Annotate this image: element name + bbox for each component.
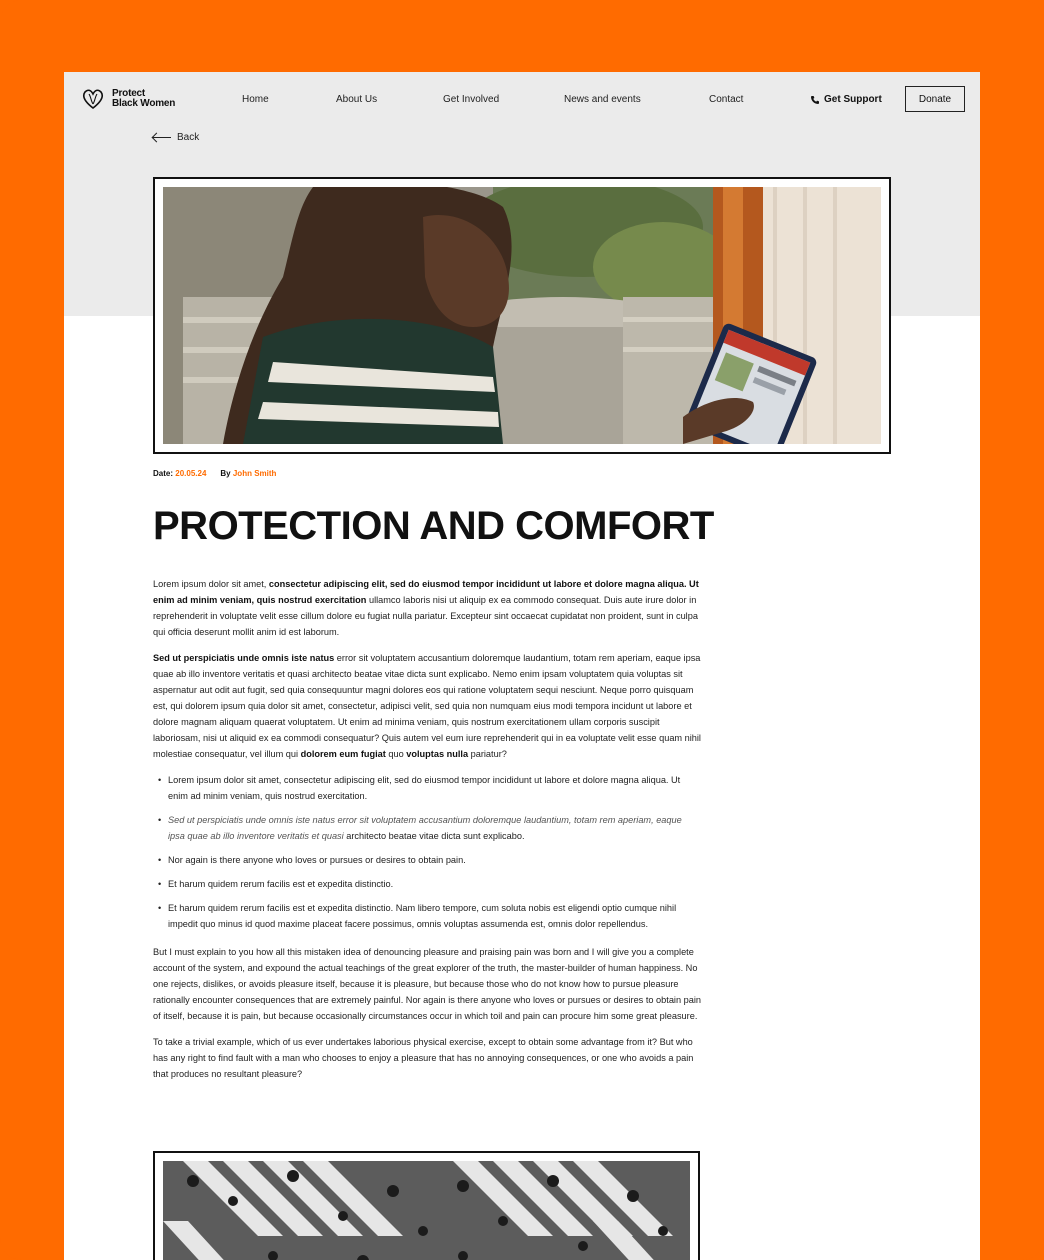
author-link[interactable]: John Smith	[232, 469, 277, 478]
list-item-rest: architecto beatae vitae dicta sunt explicabo.	[343, 831, 525, 841]
nav-home[interactable]: Home	[242, 94, 269, 105]
brand-logo[interactable]	[80, 86, 175, 112]
p2-bold-a: Sed ut perspiciatis unde omnis iste natus	[153, 653, 335, 663]
p2-text-d: quo	[385, 749, 407, 759]
p2-bold-c: dolorem eum fugiat	[300, 749, 386, 759]
article-body	[153, 576, 701, 1092]
crosswalk-image-frame	[153, 1151, 700, 1260]
nav-about-us[interactable]: About Us	[336, 94, 378, 105]
p1-bold: consectetur adipiscing elit, sed do eiusmod tempor incididunt ut labore et dolore magna aliqua. Ut enim ad minim veniam, quis nostrud exercitation	[153, 579, 699, 605]
list-item: • Nor again is there anyone who loves or pursues or desires to obtain pain.	[153, 852, 701, 868]
nav-contact[interactable]: Contact	[709, 94, 744, 105]
nav-get-involved[interactable]: Get Involved	[443, 94, 500, 105]
article-title: PROTECTION AND COMFORT	[153, 504, 714, 548]
list-item: • Et harum quidem rerum facilis est et expedita distinctio.	[153, 876, 701, 892]
p2-text-f: pariatur?	[468, 749, 507, 759]
p2-text-b: error sit voluptatem accusantium doloremque laudantium, totam rem aperiam, eaque ipsa quae ab illo inventore veritatis et quasi architecto beatae vitae dicta sunt explicabo. Nemo enim ipsam voluptatem quia voluptas sit aspernatur aut odit aut fugit, sed quia consequuntur magni dolores eos qui ratione voluptatem sequi nesciunt. Neque porro quisquam est, qui dolorem ipsum quia dolor sit amet, consectetur, adipisci velit, sed quia non numquam eius modi tempora incidunt ut labore et dolore magnam aliquam quaerat voluptatem. Ut enim ad minima veniam, quis nostrum exercitationem ullam corporis suscipit laboriosam, nisi ut aliquid ex ea commodi consequatur? Quis autem vel eum iure reprehenderit qui in ea voluptate velit esse quam nihil molestiae consequatur, vel illum qui	[153, 653, 701, 759]
bullet-list	[153, 772, 701, 932]
paragraph-3: But I must explain to you how all this mistaken idea of denouncing pleasure and praising pain was born and I will give you a complete account of the system, and expound the actual teachings of the great explorer of the truth, the master-builder of human happiness. No one rejects, dislikes, or avoids pleasure itself, because it is pleasure, but because those who do not know how to pursue pleasure rationally encounter consequences that are extremely painful. Nor again is there anyone who loves or pursues or desires to obtain pain of itself, because it is pain, but because occasionally circumstances occur in which toil and pain can procure him some great pleasure.	[153, 947, 701, 1021]
list-item: • Lorem ipsum dolor sit amet, consectetur adipiscing elit, sed do eiusmod tempor incididunt ut labore et dolore magna aliqua. Ut enim ad minim veniam, quis nostrud exercitation.	[153, 772, 701, 804]
by-label: By	[220, 469, 231, 478]
back-label: Back	[177, 132, 200, 143]
get-support-label: Get Support	[824, 94, 882, 105]
paragraph-1	[153, 576, 701, 640]
author-info	[220, 469, 276, 478]
crosswalk-photo	[163, 1161, 690, 1260]
heart-logo-icon	[80, 86, 106, 112]
brand-name	[112, 89, 175, 109]
hero-image-frame	[153, 177, 891, 454]
p1-text-a: Lorem ipsum dolor sit amet,	[153, 579, 269, 589]
date-info	[153, 469, 206, 478]
list-item: • Et harum quidem rerum facilis est et expedita distinctio. Nam libero tempore, cum soluta nobis est eligendi optio cumque nihil impedit quo minus id quod maxime placeat facere possimus, omnis voluptas assumenda est, omnis dolor repellendus.	[153, 900, 701, 932]
article-meta	[153, 469, 276, 478]
p2-bold-e: voluptas nulla	[406, 749, 469, 759]
page	[64, 72, 980, 1260]
crowd-crosswalk-photo	[163, 1161, 690, 1260]
paragraph-2	[153, 650, 701, 762]
donate-button[interactable]: Donate	[905, 86, 965, 112]
back-link[interactable]	[153, 132, 199, 143]
paragraph-4: To take a trivial example, which of us ever undertakes laborious physical exercise, except to obtain some advantage from it? But who has any right to find fault with a man who chooses to enjoy a pleasure that has no annoying consequences, or one who avoids a pain that produces no resultant pleasure?	[153, 1037, 694, 1079]
date-value: 20.05.24	[175, 469, 207, 478]
phone-icon	[810, 95, 820, 105]
date-label: Date:	[153, 469, 174, 478]
hero-photo	[163, 187, 881, 444]
nav-news-and-events[interactable]: News and events	[564, 94, 641, 105]
woman-with-tablet-photo	[163, 187, 881, 444]
arrow-left-icon	[153, 137, 171, 138]
top-nav	[64, 72, 980, 128]
p1-text-c: ullamco laboris nisi ut aliquip ex ea commodo consequat. Duis aute irure dolor in reprehenderit in voluptate velit esse cillum dolore eu fugiat nulla pariatur. Excepteur sint occaecat cupidatat non proident, sunt in culpa qui officia deserunt mollit anim id est laborum.	[153, 595, 698, 637]
get-support-link[interactable]	[810, 94, 882, 105]
list-item	[153, 812, 701, 844]
list-item-italic: Sed ut perspiciatis unde omnis iste natus error sit voluptatem accusantium doloremque laudantium, totam rem aperiam, eaque ipsa quae ab illo inventore veritatis et quasi	[168, 815, 682, 841]
brand-line-2: Black Women	[112, 98, 176, 109]
brand-line-1: Protect	[112, 88, 146, 99]
